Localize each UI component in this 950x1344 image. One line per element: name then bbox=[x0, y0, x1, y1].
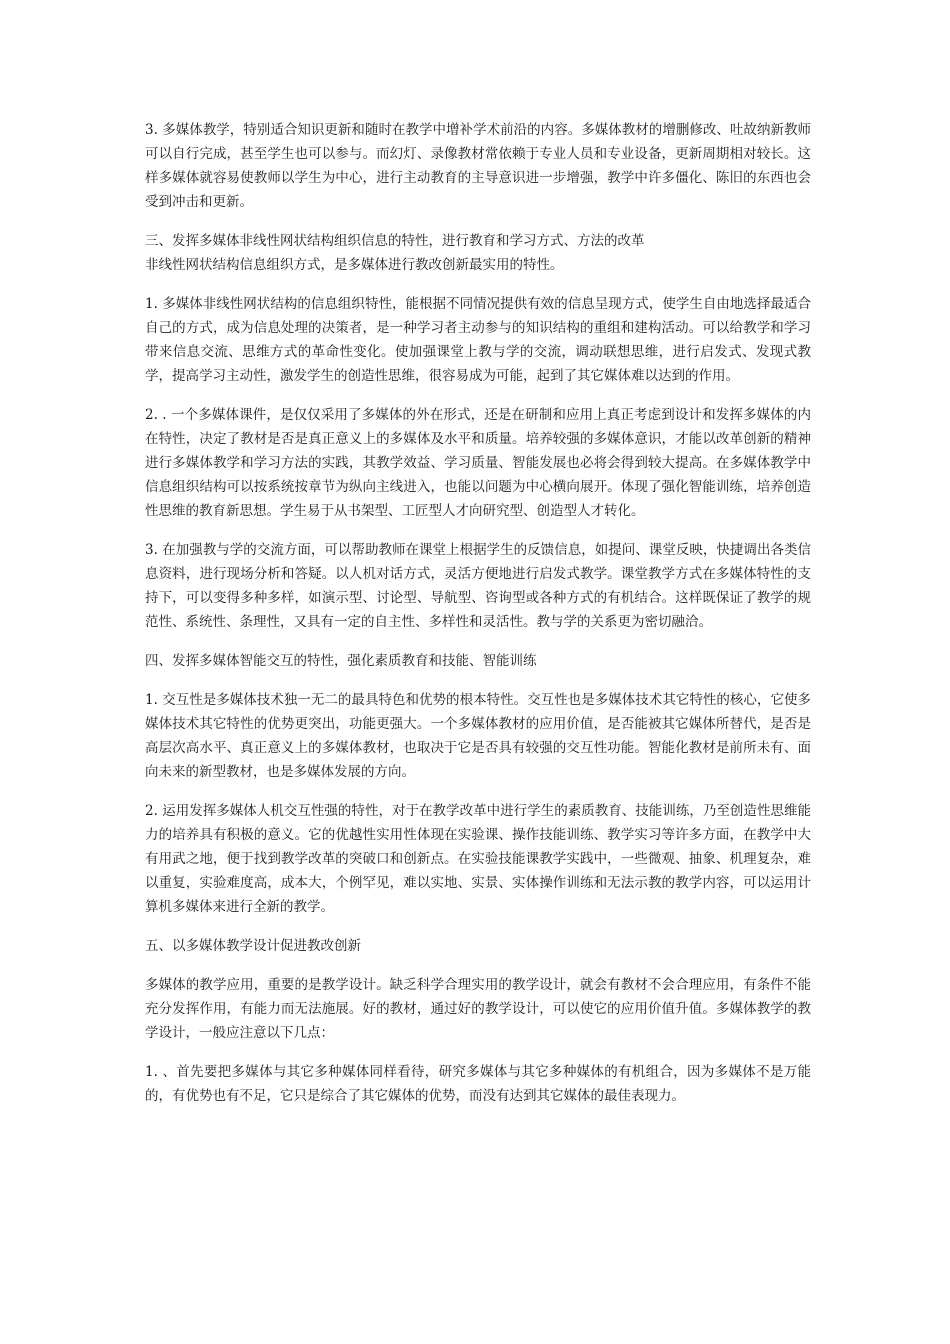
section-lead-3: 非线性网状结构信息组织方式，是多媒体进行教改创新最实用的特性。 bbox=[145, 257, 564, 273]
list-item: 1. 多媒体非线性网状结构的信息组织特性，能根据不同情况提供有效的信息呈现方式，使学生自由地选择最适合自己的方式，成为信息处理的决策者，是一种学习者主动参与的知识结构的重组和建构活动。可以给教学和学习带来信息交流、思维方式的革命性变化。使加强课堂上教与学的交流，调动联想思维，进行启发式、发现式教学，提高学习主动性，激发学生的创造性思维，很容易成为可能，起到了其它媒体难以达到的作用。 bbox=[145, 296, 811, 384]
list-item: 2. 运用发挥多媒体人机交互性强的特性，对于在教学改革中进行学生的素质教育、技能训练，乃至创造性思维能力的培养具有积极的意义。它的优越性实用性体现在实验课、操作技能训练、教学实习等许多方面，在教学中大有用武之地，便于找到教学改革的突破口和创新点。在实验技能课教学实践中，一些微观、抽象、机理复杂，难以重复，实验难度高，成本大，个例罕见，难以实地、实景、实体操作训练和无法示教的教学内容，可以运用计算机多媒体来进行全新的教学。 bbox=[145, 803, 811, 915]
section-heading-3: 三、发挥多媒体非线性网状结构组织信息的特性，进行教育和学习方式、方法的改革 bbox=[145, 233, 645, 249]
list-item: 1. 交互性是多媒体技术独一无二的最具特色和优势的根本特性。交互性也是多媒体技术其它特性的核心，它使多媒体技术其它特性的优势更突出，功能更强大。一个多媒体教材的应用价值，是否能被其它媒体所替代，是否是高层次高水平、真正意义上的多媒体教材，也取决于它是否具有较强的交互性功能。智能化教材是前所未有、面向未来的新型教材，也是多媒体发展的方向。 bbox=[145, 692, 811, 780]
list-item: 2. . 一个多媒体课件，是仅仅采用了多媒体的外在形式，还是在研制和应用上真正考虑到设计和发挥多媒体的内在特性，决定了教材是否是真正意义上的多媒体及水平和质量。培养较强的多媒体意识，才能以改革创新的精神进行多媒体教学和学习方法的实践，其教学效益、学习质量、智能发展也必将会得到较大提高。在多媒体教学中信息组织结构可以按系统按章节为纵向主线进入，也能以问题为中心横向展开。体现了强化智能训练，培养创造性思维的教育新思想。学生易于从书架型、工匠型人才向研究型、创造型人才转化。 bbox=[145, 407, 811, 519]
list-item: 1. 、首先要把多媒体与其它多种媒体同样看待，研究多媒体与其它多种媒体的有机组合，因为多媒体不是万能的，有优势也有不足，它只是综合了其它媒体的优势，而没有达到其它媒体的最佳表现力。 bbox=[145, 1064, 811, 1104]
document-page bbox=[145, 118, 811, 1123]
list-item: 3. 在加强教与学的交流方面，可以帮助教师在课堂上根据学生的反馈信息，如提问、课堂反映，快捷调出各类信息资料，进行现场分析和答疑。以人机对话方式，灵活方便地进行启发式教学。课堂教学方式在多媒体特性的支持下，可以变得多种多样，如演示型、讨论型、导航型、咨询型或各种方式的有机结合。这样既保证了教学的规范性、系统性、条理性，又具有一定的自主性、多样性和灵活性。教与学的关系更为密切融洽。 bbox=[145, 542, 811, 630]
section-heading-5: 五、以多媒体教学设计促进教改创新 bbox=[145, 938, 361, 954]
paragraph-teaching-design: 多媒体的教学应用，重要的是教学设计。缺乏科学合理实用的教学设计，就会有教材不会合理应用，有条件不能充分发挥作用，有能力而无法施展。好的教材，通过好的教学设计，可以使它的应用价值升值。多媒体教学的教学设计，一般应注意以下几点： bbox=[145, 977, 811, 1041]
paragraph-multimedia-update: 3. 多媒体教学，特别适合知识更新和随时在教学中增补学术前沿的内容。多媒体教材的增删修改、吐故纳新教师可以自行完成，甚至学生也可以参与。而幻灯、录像教材常依赖于专业人员和专业设备，更新周期相对较长。这样多媒体就容易使教师以学生为中心，进行主动教育的主导意识进一步增强，教学中许多僵化、陈旧的东西也会受到冲击和更新。 bbox=[145, 122, 811, 210]
section-heading-4: 四、发挥多媒体智能交互的特性，强化素质教育和技能、智能训练 bbox=[145, 653, 537, 669]
